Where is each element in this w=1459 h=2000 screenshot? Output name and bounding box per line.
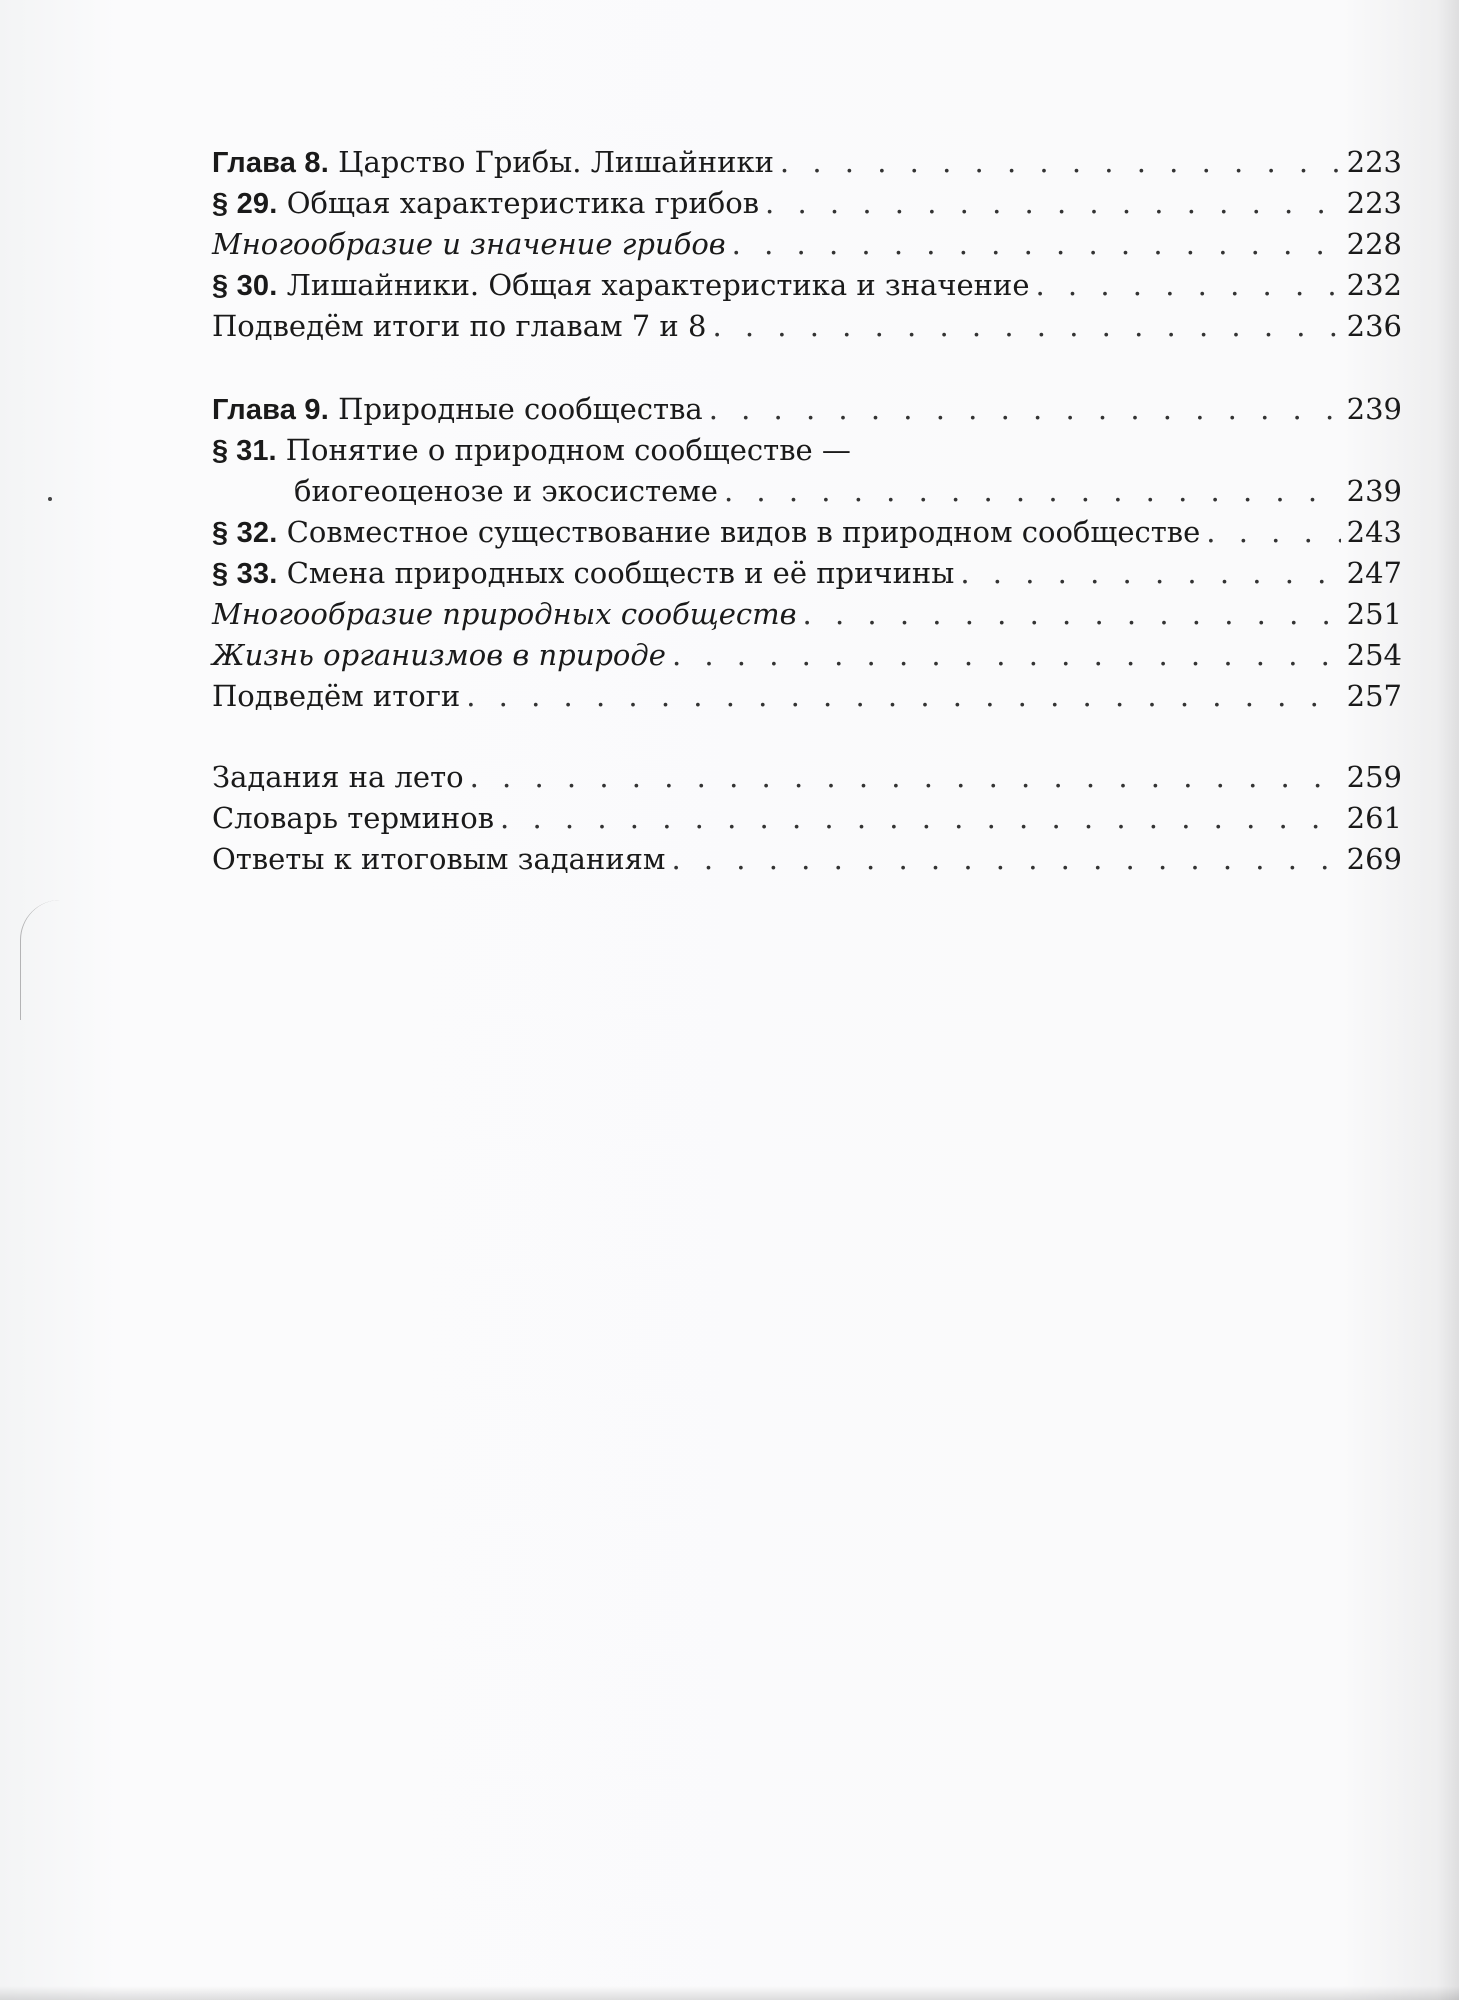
subsection-title: Многообразие природных сообществ	[212, 597, 797, 631]
dot-leader	[1035, 265, 1340, 306]
toc-entry-section-33[interactable]	[212, 553, 1402, 594]
toc-entry-life-in-nature[interactable]	[212, 635, 1402, 676]
page-number: 254	[1346, 638, 1402, 672]
chapter-number: Глава 9.	[212, 394, 329, 426]
dot-leader	[671, 839, 1340, 880]
toc-entry-chapter-8[interactable]	[212, 142, 1402, 183]
page-number: 236	[1346, 309, 1402, 343]
dot-leader	[1206, 512, 1340, 553]
section-title: Общая характеристика грибов	[277, 186, 760, 220]
section-title: Совместное существование видов в природном сообществе	[277, 515, 1201, 549]
dot-leader	[712, 306, 1340, 347]
toc-entry-community-diversity[interactable]	[212, 594, 1402, 635]
page-edge-shadow	[1437, 0, 1459, 2000]
dot-leader	[500, 798, 1341, 839]
section-number: § 29.	[212, 188, 278, 220]
page-number: 257	[1346, 679, 1402, 713]
dot-leader	[780, 142, 1341, 183]
page-number: 251	[1346, 597, 1402, 631]
toc-entry-summary-7-8[interactable]	[212, 306, 1402, 347]
page-number: 243	[1346, 515, 1402, 549]
page-number: 259	[1346, 760, 1402, 794]
toc-entry-fungi-diversity[interactable]	[212, 224, 1402, 265]
dot-leader	[709, 389, 1341, 430]
toc-entry-section-31-line2[interactable]	[212, 471, 1402, 512]
subsection-title: Жизнь организмов в природе	[212, 638, 666, 672]
toc-entry-section-29[interactable]	[212, 183, 1402, 224]
page-number: 261	[1346, 801, 1402, 835]
page-number: 228	[1346, 227, 1402, 261]
dot-leader	[765, 183, 1341, 224]
dot-leader	[672, 635, 1341, 676]
chapter-title: Царство Грибы. Лишайники	[328, 145, 774, 179]
summary-title: Подведём итоги	[212, 679, 461, 713]
toc-entry-answers[interactable]	[212, 839, 1402, 880]
dot-leader	[960, 553, 1340, 594]
page-number: 239	[1346, 474, 1402, 508]
section-title: Смена природных сообществ и её причины	[277, 556, 955, 590]
page-number: 232	[1346, 268, 1402, 302]
dust-speck	[48, 497, 52, 501]
page-number: 239	[1346, 392, 1402, 426]
section-number: § 31.	[212, 435, 277, 467]
page-number: 223	[1346, 145, 1402, 179]
dot-leader	[732, 224, 1341, 265]
spacer	[212, 717, 1402, 757]
dot-leader	[803, 594, 1341, 635]
subsection-title: Многообразие и значение грибов	[212, 227, 726, 261]
dot-leader	[724, 471, 1341, 512]
toc-entry-section-32[interactable]	[212, 512, 1402, 553]
dot-leader	[470, 757, 1341, 798]
toc-entry-glossary[interactable]	[212, 798, 1402, 839]
page-number: 247	[1346, 556, 1402, 590]
section-title: Лишайники. Общая характеристика и значение	[277, 268, 1030, 302]
section-number: § 32.	[212, 517, 278, 549]
section-number: § 30.	[212, 270, 278, 302]
toc-entry-chapter-9[interactable]	[212, 389, 1402, 430]
page-number: 269	[1346, 842, 1402, 876]
page-bottom-shadow	[0, 1986, 1459, 2000]
pencil-mark	[20, 900, 81, 1020]
appendix-title: Ответы к итоговым заданиям	[212, 842, 666, 876]
spacer	[212, 347, 1402, 389]
chapter-number: Глава 8.	[212, 147, 329, 179]
toc-entry-summer-tasks[interactable]	[212, 757, 1402, 798]
section-title-continuation: биогеоценозе и экосистеме	[294, 474, 718, 508]
chapter-title: Природные сообщества	[328, 392, 703, 426]
section-title: Понятие о природном сообществе —	[276, 433, 851, 467]
section-number: § 33.	[212, 558, 278, 590]
dot-leader	[466, 676, 1340, 717]
toc-entry-summary[interactable]	[212, 676, 1402, 717]
table-of-contents	[212, 142, 1402, 880]
appendix-title: Задания на лето	[212, 760, 464, 794]
toc-entry-section-30[interactable]	[212, 265, 1402, 306]
page-number: 223	[1346, 186, 1402, 220]
summary-title: Подведём итоги по главам 7 и 8	[212, 309, 707, 343]
appendix-title: Словарь терминов	[212, 801, 495, 835]
toc-entry-section-31-line1[interactable]	[212, 430, 1402, 471]
